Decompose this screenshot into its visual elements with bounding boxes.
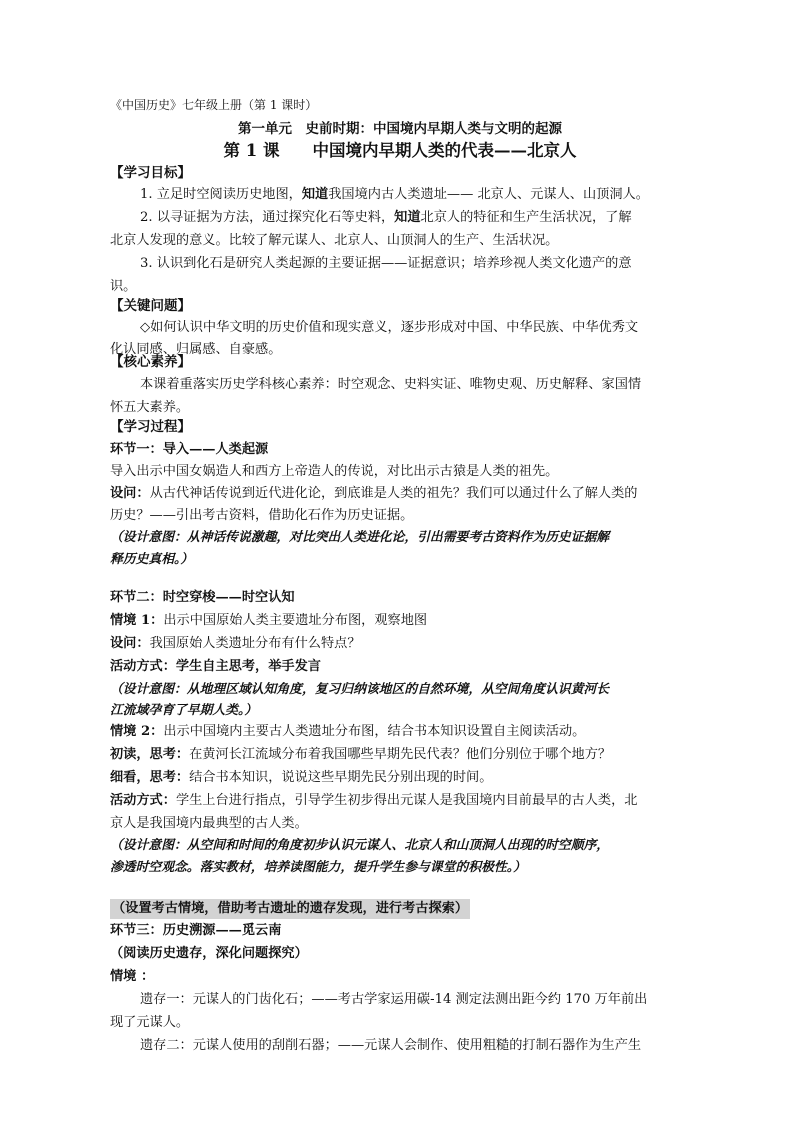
goal-1-pre: 1. 立足时空阅读历史地图， xyxy=(140,187,302,202)
section-2-read-1-text: 在黄河长江流域分布着我国哪些早期先民代表？他们分别位于哪个地方？ xyxy=(189,747,612,762)
document-header: 《中国历史》七年级上册（第 1 课时） xyxy=(110,98,318,112)
section-2-mode: 活动方式：学生自主思考，举手发言 xyxy=(110,659,321,674)
relic-1: 遗存一：元谋人的门齿化石；——考古学家运用碳-14 测定法测出距今约 170 万年前出 xyxy=(140,992,648,1007)
section-2-intent: （设计意图：从地理区域认知角度，复习归纳该地区的自然环境，从空间角度认识黄河长 xyxy=(110,682,610,697)
section-2-read-2-text: 结合书本知识，说说这些早期先民分别出现的时间。 xyxy=(189,770,493,785)
section-1-intent-cont: 释历史真相。） xyxy=(110,552,194,567)
section-2-title: 环节二：时空穿梭——时空认知 xyxy=(110,590,295,605)
goal-2-post: 北京人的特征和生产生活状况，了解 xyxy=(420,210,632,225)
section-3-banner-text: （设置考古情境，借助考古遗址的遗存发现，进行考古探索） xyxy=(110,899,470,919)
goal-2-bold: 知道 xyxy=(394,210,421,225)
section-2-read-2 xyxy=(110,768,690,788)
key-question-text: ◇如何认识中华文明的历史价值和现实意义，逐步形成对中国、中华民族、中华优秀文 xyxy=(140,320,639,335)
section-1-question xyxy=(110,484,690,504)
section-2-question xyxy=(110,634,690,654)
section-2-intent-cont: 江流域孕育了早期人类。） xyxy=(110,703,258,718)
section-3-situation: 情境 ： xyxy=(110,969,155,984)
section-2-intent-2: （设计意图：从空间和时间的角度初步认识元谋人、北京人和山顶洞人出现的时空顺序， xyxy=(110,838,610,853)
section-3-title: 环节三：历史溯源——觅云南 xyxy=(110,923,282,938)
section-2-intent-2-cont: 渗透时空观念。落实教材，培养读图能力，提升学生参与课堂的积极性。） xyxy=(110,860,526,875)
relic-2: 遗存二：元谋人使用的刮削石器；——元谋人会制作、使用粗糙的打制石器作为生产生 xyxy=(140,1038,642,1053)
section-1-question-cont: 历史？——引出考古资料，借助化石作为历史证据。 xyxy=(110,508,414,523)
section-2-situation-1-label: 情境 1： xyxy=(110,613,164,628)
section-2-situation-2 xyxy=(110,722,690,742)
goal-1-post: 我国境内古人类遗址—— 北京人、元谋人、山顶洞人。 xyxy=(328,187,649,202)
section-2-activity-cont: 京人是我国境内最典型的古人类。 xyxy=(110,816,308,831)
unit-title: 第一单元 史前时期：中国境内早期人类与文明的起源 xyxy=(238,121,562,137)
goal-2-pre: 2. 以寻证据为方法，通过探究化石等史料， xyxy=(140,210,395,225)
lesson-title: 第 1 课 中国境内早期人类的代表——北京人 xyxy=(223,141,577,160)
section-1-intent: （设计意图：从神话传说激趣，对比突出人类进化论，引出需要考古资料作为历史证据解 xyxy=(110,530,610,545)
section-2-question-label: 设问： xyxy=(110,636,150,651)
section-2-read-1 xyxy=(110,745,690,765)
section-2-activity-text: 学生上台进行指点，引导学生初步得出元谋人是我国境内目前最早的古人类，北 xyxy=(175,793,638,808)
section-2-question-text: 我国原始人类遗址分布有什么特点？ xyxy=(149,636,361,651)
section-2-situation-1-text: 出示中国原始人类主要遗址分布图，观察地图 xyxy=(163,613,428,628)
section-2-situation-2-text: 出示中国境内主要古人类遗址分布图，结合书本知识设置自主阅读活动。 xyxy=(163,724,586,739)
goal-3-cont: 识。 xyxy=(110,279,137,294)
literacy-text: 本课着重落实历史学科核心素养：时空观念、史料实证、唯物史观、历史解释、家国情 xyxy=(140,377,642,392)
goal-1 xyxy=(140,185,690,205)
process-heading: 【学习过程】 xyxy=(110,419,191,435)
section-2-situation-1 xyxy=(110,611,690,631)
literacy-heading: 【核心素养】 xyxy=(110,354,191,370)
section-2-activity-label: 活动方式： xyxy=(110,793,176,808)
section-3-subtitle: （阅读历史遗存，深化问题探究） xyxy=(110,946,308,961)
section-1-question-label: 设问： xyxy=(110,486,150,501)
goals-heading: 【学习目标】 xyxy=(110,165,191,181)
section-1-text: 导入出示中国女娲造人和西方上帝造人的传说，对比出示古猿是人类的祖先。 xyxy=(110,464,559,479)
section-2-read-2-label: 细看，思考： xyxy=(110,770,190,785)
goal-3: 3. 认识到化石是研究人类起源的主要证据——证据意识；培养珍视人类文化遗产的意 xyxy=(140,256,632,271)
goal-1-bold: 知道 xyxy=(301,187,329,202)
goal-2-cont: 北京人发现的意义。比较了解元谋人、北京人、山顶洞人的生产、生活状况。 xyxy=(110,233,559,248)
section-1-question-text: 从古代神话传说到近代进化论，到底谁是人类的祖先？我们可以通过什么了解人类的 xyxy=(149,486,638,501)
relic-1-cont: 现了元谋人。 xyxy=(110,1015,190,1030)
section-2-situation-2-label: 情境 2： xyxy=(110,724,164,739)
section-2-activity xyxy=(110,791,690,811)
literacy-cont: 怀五大素养。 xyxy=(110,400,190,415)
goal-2 xyxy=(140,208,690,228)
section-3-banner xyxy=(110,899,690,919)
key-question-heading: 【关键问题】 xyxy=(110,298,191,314)
section-2-read-1-label: 初读，思考： xyxy=(110,747,190,762)
section-1-title: 环节一：导入——人类起源 xyxy=(110,442,269,457)
key-question-cont: 化认同感、归属感、自豪感。 xyxy=(110,342,282,357)
